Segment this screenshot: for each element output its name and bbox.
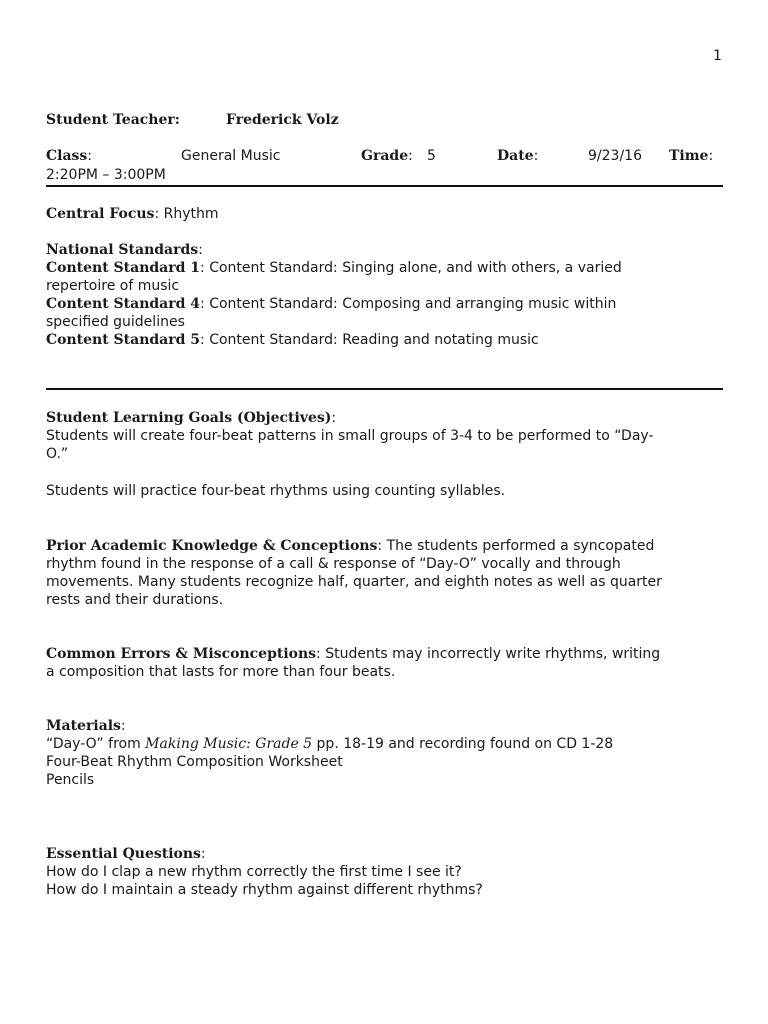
- materials-item-1-post: pp. 18-19 and recording found on CD 1-28: [312, 736, 614, 752]
- grade-value: 5: [427, 148, 436, 164]
- date-field: Date:: [497, 148, 539, 164]
- time-label: Time: [669, 148, 709, 164]
- essential-question-1: How do I clap a new rhythm correctly the first time I see it?: [46, 864, 462, 880]
- prior-knowledge: Prior Academic Knowledge & Conceptions: The students performed a syncopated rhythm found in the response of a call & response of “Day-O” vocally and through movements. Many students recognize half, quarter, and eighth notes as well as quarter rests and their durations.: [46, 537, 726, 609]
- central-focus-label: Central Focus: [46, 206, 155, 222]
- section-divider: [46, 388, 723, 390]
- standard-5-text: Content Standard: Reading and notating music: [209, 332, 539, 348]
- learning-goals: Student Learning Goals (Objectives): Students will create four-beat patterns in small groups of 3-4 to be performed to “Day- O.”: [46, 409, 726, 463]
- standard-4-label: Content Standard 4: [46, 296, 201, 312]
- materials: Materials: “Day-O” from Making Music: Grade 5 pp. 18-19 and recording found on CD 1-28 Four-Beat Rhythm Composition Worksheet Pencils: [46, 717, 726, 789]
- materials-item-2: Four-Beat Rhythm Composition Worksheet: [46, 754, 343, 770]
- prior-knowledge-line-3: movements. Many students recognize half, quarter, and eighth notes as well as quarter: [46, 574, 662, 590]
- essential-question-2: How do I maintain a steady rhythm against different rhythms?: [46, 882, 483, 898]
- standard-1-text-cont: repertoire of music: [46, 278, 180, 294]
- common-errors: Common Errors & Misconceptions: Students may incorrectly write rhythms, writing a composition that lasts for more than four beats.: [46, 645, 726, 681]
- essential-questions-heading: Essential Questions: [46, 846, 201, 862]
- standard-1-label: Content Standard 1: [46, 260, 201, 276]
- standard-4-text: Content Standard: Composing and arranging music within: [209, 296, 617, 312]
- grade-field: Grade:: [361, 148, 413, 164]
- materials-item-1-pre: “Day-O” from: [46, 736, 146, 752]
- essential-questions: Essential Questions: How do I clap a new rhythm correctly the first time I see it? How do I maintain a steady rhythm against different rhythms?: [46, 845, 726, 899]
- prior-knowledge-line-1: The students performed a syncopated: [386, 538, 655, 554]
- class-field: Class:: [46, 148, 93, 164]
- student-teacher-name: Frederick Volz: [226, 112, 339, 128]
- common-errors-label: Common Errors & Misconceptions: [46, 646, 317, 662]
- date-label: Date: [497, 148, 534, 164]
- learning-goal-2: Students will practice four-beat rhythms using counting syllables.: [46, 483, 506, 499]
- time-value: 2:20PM – 3:00PM: [46, 167, 166, 183]
- learning-goals-heading: Student Learning Goals (Objectives): [46, 410, 332, 426]
- student-teacher-label: Student Teacher:: [46, 112, 180, 128]
- grade-label: Grade: [361, 148, 409, 164]
- learning-goal-1-line-1: Students will create four-beat patterns in small groups of 3-4 to be performed to “Day-: [46, 428, 654, 444]
- prior-knowledge-line-2: rhythm found in the response of a call & response of “Day-O” vocally and through: [46, 556, 621, 572]
- class-value: General Music: [181, 148, 281, 164]
- national-standards: National Standards: Content Standard 1: Content Standard: Singing alone, and with others, a varied repertoire of music Content Standard 4: Content Standard: Composing and arranging music within specified guidelines Content Standard 5: Content Standard: Reading and notating music: [46, 241, 726, 349]
- materials-item-1: [46, 735, 726, 753]
- common-errors-line-2: a composition that lasts for more than four beats.: [46, 664, 396, 680]
- learning-goal-1-line-2: O.”: [46, 446, 69, 462]
- class-label: Class: [46, 148, 88, 164]
- header-divider: [46, 185, 723, 187]
- standard-1-text: Content Standard: Singing alone, and with others, a varied: [209, 260, 622, 276]
- prior-knowledge-label: Prior Academic Knowledge & Conceptions: [46, 538, 378, 554]
- date-value: 9/23/16: [588, 148, 642, 164]
- central-focus: Central Focus: Rhythm: [46, 206, 219, 222]
- standard-4-text-cont: specified guidelines: [46, 314, 185, 330]
- materials-item-1-book: Making Music: Grade 5: [145, 736, 313, 752]
- central-focus-value: Rhythm: [163, 206, 219, 222]
- time-field: Time:: [669, 148, 714, 164]
- standard-5-label: Content Standard 5: [46, 332, 201, 348]
- national-standards-heading: National Standards: [46, 242, 199, 258]
- prior-knowledge-line-4: rests and their durations.: [46, 592, 224, 608]
- common-errors-line-1: Students may incorrectly write rhythms, writing: [325, 646, 661, 662]
- materials-heading: Materials: [46, 718, 121, 734]
- page-number: 1: [713, 48, 722, 64]
- materials-item-3: Pencils: [46, 772, 95, 788]
